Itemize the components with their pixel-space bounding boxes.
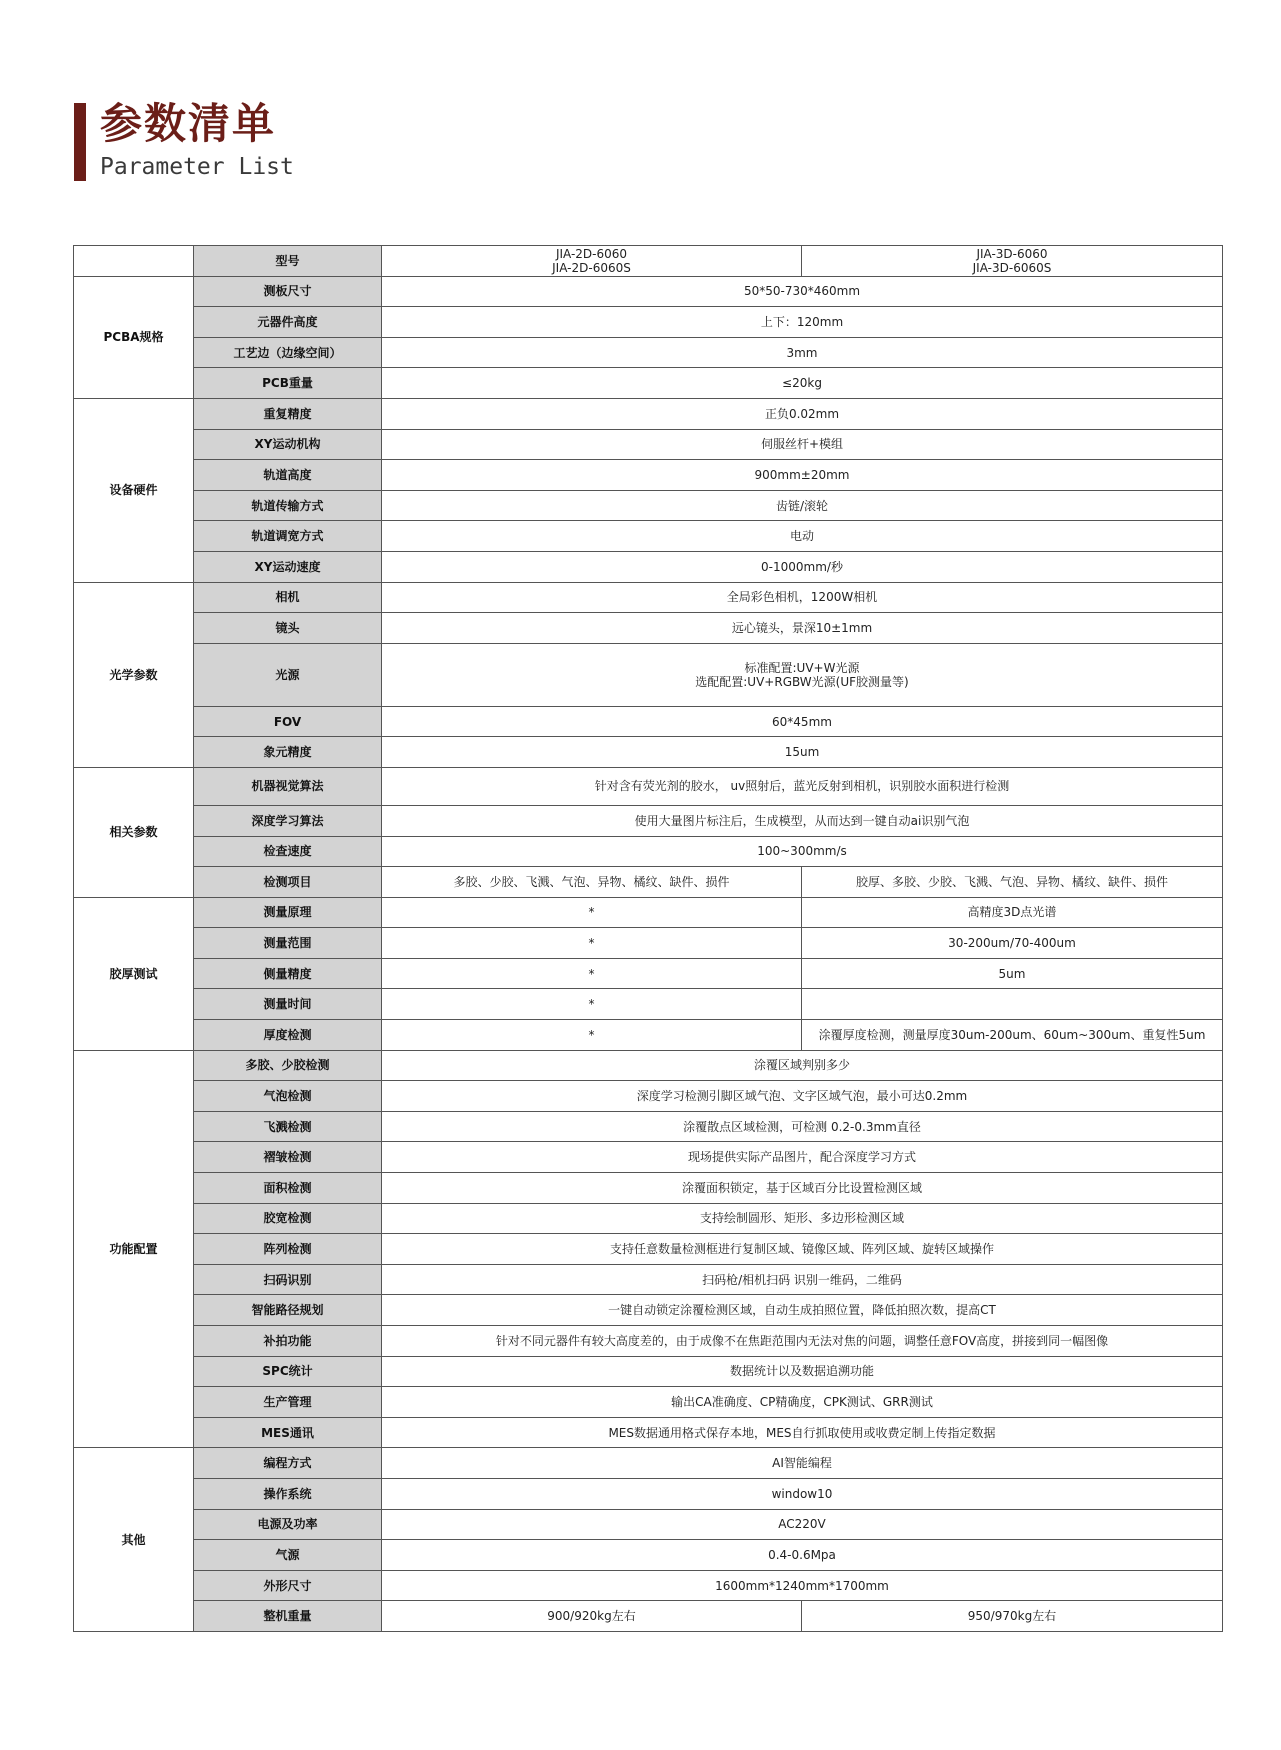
param-name-cell: 测量范围 bbox=[194, 928, 382, 959]
header-blank-cell bbox=[74, 246, 194, 277]
param-name-cell: 编程方式 bbox=[194, 1448, 382, 1479]
model-b-cell bbox=[802, 246, 1223, 277]
param-name-cell: 侧量精度 bbox=[194, 958, 382, 989]
param-value-cell: 3mm bbox=[382, 337, 1223, 368]
table-row bbox=[74, 1203, 1223, 1234]
param-value-cell: MES数据通用格式保存本地，MES自行抓取使用或收费定制上传指定数据 bbox=[382, 1417, 1223, 1448]
param-name-cell: 光源 bbox=[194, 643, 382, 706]
table-row bbox=[74, 1387, 1223, 1418]
table-header-row bbox=[74, 246, 1223, 277]
parameter-table bbox=[73, 245, 1223, 1632]
table-row bbox=[74, 1601, 1223, 1632]
category-cell: 光学参数 bbox=[74, 582, 194, 767]
table-row bbox=[74, 1234, 1223, 1265]
table-row bbox=[74, 989, 1223, 1020]
param-value-cell: 针对不同元器件有较大高度差的，由于成像不在焦距范围内无法对焦的问题，调整任意FOV高度，拼接到同一幅图像 bbox=[382, 1326, 1223, 1357]
model-a-value-cell: * bbox=[382, 928, 802, 959]
table-row bbox=[74, 767, 1223, 805]
model-b-line-1: JIA-3D-6060 bbox=[976, 246, 1048, 261]
param-value-cell: 涂覆散点区域检测，可检测 0.2-0.3mm直径 bbox=[382, 1111, 1223, 1142]
param-value-cell: 正负0.02mm bbox=[382, 398, 1223, 429]
param-value-cell: 支持任意数量检测框进行复制区域、镜像区域、阵列区域、旋转区域操作 bbox=[382, 1234, 1223, 1265]
param-name-cell: 轨道高度 bbox=[194, 460, 382, 491]
table-row bbox=[74, 490, 1223, 521]
table-row bbox=[74, 368, 1223, 399]
param-name-cell: 相机 bbox=[194, 582, 382, 613]
param-name-cell: 生产管理 bbox=[194, 1387, 382, 1418]
model-b-value-cell: 30-200um/70-400um bbox=[802, 928, 1223, 959]
table-row bbox=[74, 1081, 1223, 1112]
param-name-cell: 测量时间 bbox=[194, 989, 382, 1020]
table-row bbox=[74, 805, 1223, 836]
param-name-cell: 多胶、少胶检测 bbox=[194, 1050, 382, 1081]
table-row bbox=[74, 958, 1223, 989]
model-a-cell bbox=[382, 246, 802, 277]
table-row bbox=[74, 1326, 1223, 1357]
param-name-cell: 深度学习算法 bbox=[194, 805, 382, 836]
param-name-cell: XY运动机构 bbox=[194, 429, 382, 460]
table-row bbox=[74, 307, 1223, 338]
param-value-cell: 0.4-0.6Mpa bbox=[382, 1540, 1223, 1571]
param-name-cell: 飞溅检测 bbox=[194, 1111, 382, 1142]
param-value-cell: 100~300mm/s bbox=[382, 836, 1223, 867]
table-row bbox=[74, 1509, 1223, 1540]
param-name-cell: 机器视觉算法 bbox=[194, 767, 382, 805]
table-row bbox=[74, 460, 1223, 491]
param-name-cell: 测板尺寸 bbox=[194, 276, 382, 307]
param-name-cell: 测量原理 bbox=[194, 897, 382, 928]
page-title: 参数清单 bbox=[100, 99, 277, 148]
param-value-cell: 涂覆区域判别多少 bbox=[382, 1050, 1223, 1081]
param-value-cell: 输出CA准确度、CP精确度，CPK测试、GRR测试 bbox=[382, 1387, 1223, 1418]
model-a-line-1: JIA-2D-6060 bbox=[555, 246, 628, 261]
param-value-cell: 针对含有荧光剂的胶水， uv照射后，蓝光反射到相机，识别胶水面积进行检测 bbox=[382, 767, 1223, 805]
param-value-cell: 扫码枪/相机扫码 识别一维码，二维码 bbox=[382, 1264, 1223, 1295]
table-row bbox=[74, 706, 1223, 737]
model-b-line-2: JIA-3D-6060S bbox=[972, 260, 1052, 275]
model-a-value-cell: * bbox=[382, 897, 802, 928]
category-cell: 相关参数 bbox=[74, 767, 194, 897]
model-b-value-cell: 涂覆厚度检测，测量厚度30um-200um、60um~300um、重复性5um bbox=[802, 1020, 1223, 1051]
model-a-value-cell: * bbox=[382, 1020, 802, 1051]
table-row bbox=[74, 551, 1223, 582]
table-row bbox=[74, 737, 1223, 768]
param-name-cell: FOV bbox=[194, 706, 382, 737]
param-name-cell: 检查速度 bbox=[194, 836, 382, 867]
param-value-cell: 60*45mm bbox=[382, 706, 1223, 737]
param-name-cell: 胶宽检测 bbox=[194, 1203, 382, 1234]
model-a-value-cell: 900/920kg左右 bbox=[382, 1601, 802, 1632]
param-name-cell: 补拍功能 bbox=[194, 1326, 382, 1357]
table-row bbox=[74, 928, 1223, 959]
table-row bbox=[74, 1020, 1223, 1051]
category-cell: 胶厚测试 bbox=[74, 897, 194, 1050]
param-value-cell: 上下：120mm bbox=[382, 307, 1223, 338]
model-b-value-cell: 高精度3D点光谱 bbox=[802, 897, 1223, 928]
table-row bbox=[74, 276, 1223, 307]
param-name-cell: 智能路径规划 bbox=[194, 1295, 382, 1326]
param-value-cell: 50*50-730*460mm bbox=[382, 276, 1223, 307]
model-a-line-2: JIA-2D-6060S bbox=[552, 260, 631, 275]
page-subtitle: Parameter List bbox=[100, 154, 294, 180]
param-value-cell: 远心镜头，景深10±1mm bbox=[382, 613, 1223, 644]
table-row bbox=[74, 1111, 1223, 1142]
table-row bbox=[74, 1050, 1223, 1081]
table-row bbox=[74, 1142, 1223, 1173]
param-name-cell: 扫码识别 bbox=[194, 1264, 382, 1295]
table-row bbox=[74, 337, 1223, 368]
model-label: 型号 bbox=[194, 246, 382, 277]
category-cell: PCBA规格 bbox=[74, 276, 194, 398]
param-value-line-2: 选配配置:UV+RGBW光源(UF胶测量等) bbox=[695, 674, 909, 689]
param-value-cell: 涂覆面积锁定，基于区域百分比设置检测区域 bbox=[382, 1173, 1223, 1204]
param-name-cell: 气泡检测 bbox=[194, 1081, 382, 1112]
param-name-cell: 工艺边（边缘空间） bbox=[194, 337, 382, 368]
category-cell: 其他 bbox=[74, 1448, 194, 1632]
param-name-cell: PCB重量 bbox=[194, 368, 382, 399]
table-row bbox=[74, 897, 1223, 928]
param-name-cell: XY运动速度 bbox=[194, 551, 382, 582]
param-value-cell bbox=[382, 643, 1223, 706]
param-name-cell: 整机重量 bbox=[194, 1601, 382, 1632]
param-name-cell: 面积检测 bbox=[194, 1173, 382, 1204]
param-value-cell: 一键自动锁定涂覆检测区域，自动生成拍照位置，降低拍照次数，提高CT bbox=[382, 1295, 1223, 1326]
param-name-cell: 阵列检测 bbox=[194, 1234, 382, 1265]
model-a-value-cell: * bbox=[382, 958, 802, 989]
param-value-cell: 数据统计以及数据追溯功能 bbox=[382, 1356, 1223, 1387]
param-name-cell: 轨道调宽方式 bbox=[194, 521, 382, 552]
table-row bbox=[74, 521, 1223, 552]
model-a-value-cell: * bbox=[382, 989, 802, 1020]
table-row bbox=[74, 398, 1223, 429]
category-cell: 功能配置 bbox=[74, 1050, 194, 1448]
table-row bbox=[74, 1295, 1223, 1326]
table-row bbox=[74, 429, 1223, 460]
model-b-value-cell: 胶厚、多胶、少胶、飞溅、气泡、异物、橘纹、缺件、损件 bbox=[802, 867, 1223, 898]
param-value-cell: 1600mm*1240mm*1700mm bbox=[382, 1570, 1223, 1601]
param-value-cell: 齿链/滚轮 bbox=[382, 490, 1223, 521]
param-value-cell: 全局彩色相机，1200W相机 bbox=[382, 582, 1223, 613]
param-name-cell: 操作系统 bbox=[194, 1478, 382, 1509]
param-name-cell: SPC统计 bbox=[194, 1356, 382, 1387]
table-row bbox=[74, 867, 1223, 898]
model-b-value-cell bbox=[802, 989, 1223, 1020]
param-value-cell: AC220V bbox=[382, 1509, 1223, 1540]
param-name-cell: 象元精度 bbox=[194, 737, 382, 768]
param-value-cell: AI智能编程 bbox=[382, 1448, 1223, 1479]
table-row bbox=[74, 643, 1223, 706]
table-row bbox=[74, 1417, 1223, 1448]
model-b-value-cell: 5um bbox=[802, 958, 1223, 989]
param-value-cell: 电动 bbox=[382, 521, 1223, 552]
param-value-cell: 现场提供实际产品图片，配合深度学习方式 bbox=[382, 1142, 1223, 1173]
table-row bbox=[74, 1478, 1223, 1509]
param-value-cell: 深度学习检测引脚区域气泡、文字区域气泡，最小可达0.2mm bbox=[382, 1081, 1223, 1112]
param-name-cell: 厚度检测 bbox=[194, 1020, 382, 1051]
model-a-value-cell: 多胶、少胶、飞溅、气泡、异物、橘纹、缺件、损件 bbox=[382, 867, 802, 898]
param-name-cell: 电源及功率 bbox=[194, 1509, 382, 1540]
param-name-cell: 外形尺寸 bbox=[194, 1570, 382, 1601]
param-value-cell: ≤20kg bbox=[382, 368, 1223, 399]
model-b-value-cell: 950/970kg左右 bbox=[802, 1601, 1223, 1632]
param-value-cell: 0-1000mm/秒 bbox=[382, 551, 1223, 582]
param-name-cell: 元器件高度 bbox=[194, 307, 382, 338]
table-row bbox=[74, 1356, 1223, 1387]
table-row bbox=[74, 1173, 1223, 1204]
table-row bbox=[74, 582, 1223, 613]
table-row bbox=[74, 1540, 1223, 1571]
param-value-cell: 900mm±20mm bbox=[382, 460, 1223, 491]
param-value-line-1: 标准配置:UV+W光源 bbox=[744, 660, 860, 675]
param-value-cell: window10 bbox=[382, 1478, 1223, 1509]
param-value-cell: 使用大量图片标注后，生成模型，从而达到一键自动ai识别气泡 bbox=[382, 805, 1223, 836]
category-cell: 设备硬件 bbox=[74, 398, 194, 582]
param-value-cell: 伺服丝杆+模组 bbox=[382, 429, 1223, 460]
title-accent-bar bbox=[74, 103, 86, 181]
table-row bbox=[74, 613, 1223, 644]
param-name-cell: MES通讯 bbox=[194, 1417, 382, 1448]
param-name-cell: 气源 bbox=[194, 1540, 382, 1571]
param-name-cell: 检测项目 bbox=[194, 867, 382, 898]
param-name-cell: 褶皱检测 bbox=[194, 1142, 382, 1173]
table-row bbox=[74, 1264, 1223, 1295]
param-name-cell: 重复精度 bbox=[194, 398, 382, 429]
table-row bbox=[74, 836, 1223, 867]
table-row bbox=[74, 1448, 1223, 1479]
param-value-cell: 支持绘制圆形、矩形、多边形检测区域 bbox=[382, 1203, 1223, 1234]
param-name-cell: 镜头 bbox=[194, 613, 382, 644]
param-value-cell: 15um bbox=[382, 737, 1223, 768]
param-name-cell: 轨道传输方式 bbox=[194, 490, 382, 521]
table-row bbox=[74, 1570, 1223, 1601]
